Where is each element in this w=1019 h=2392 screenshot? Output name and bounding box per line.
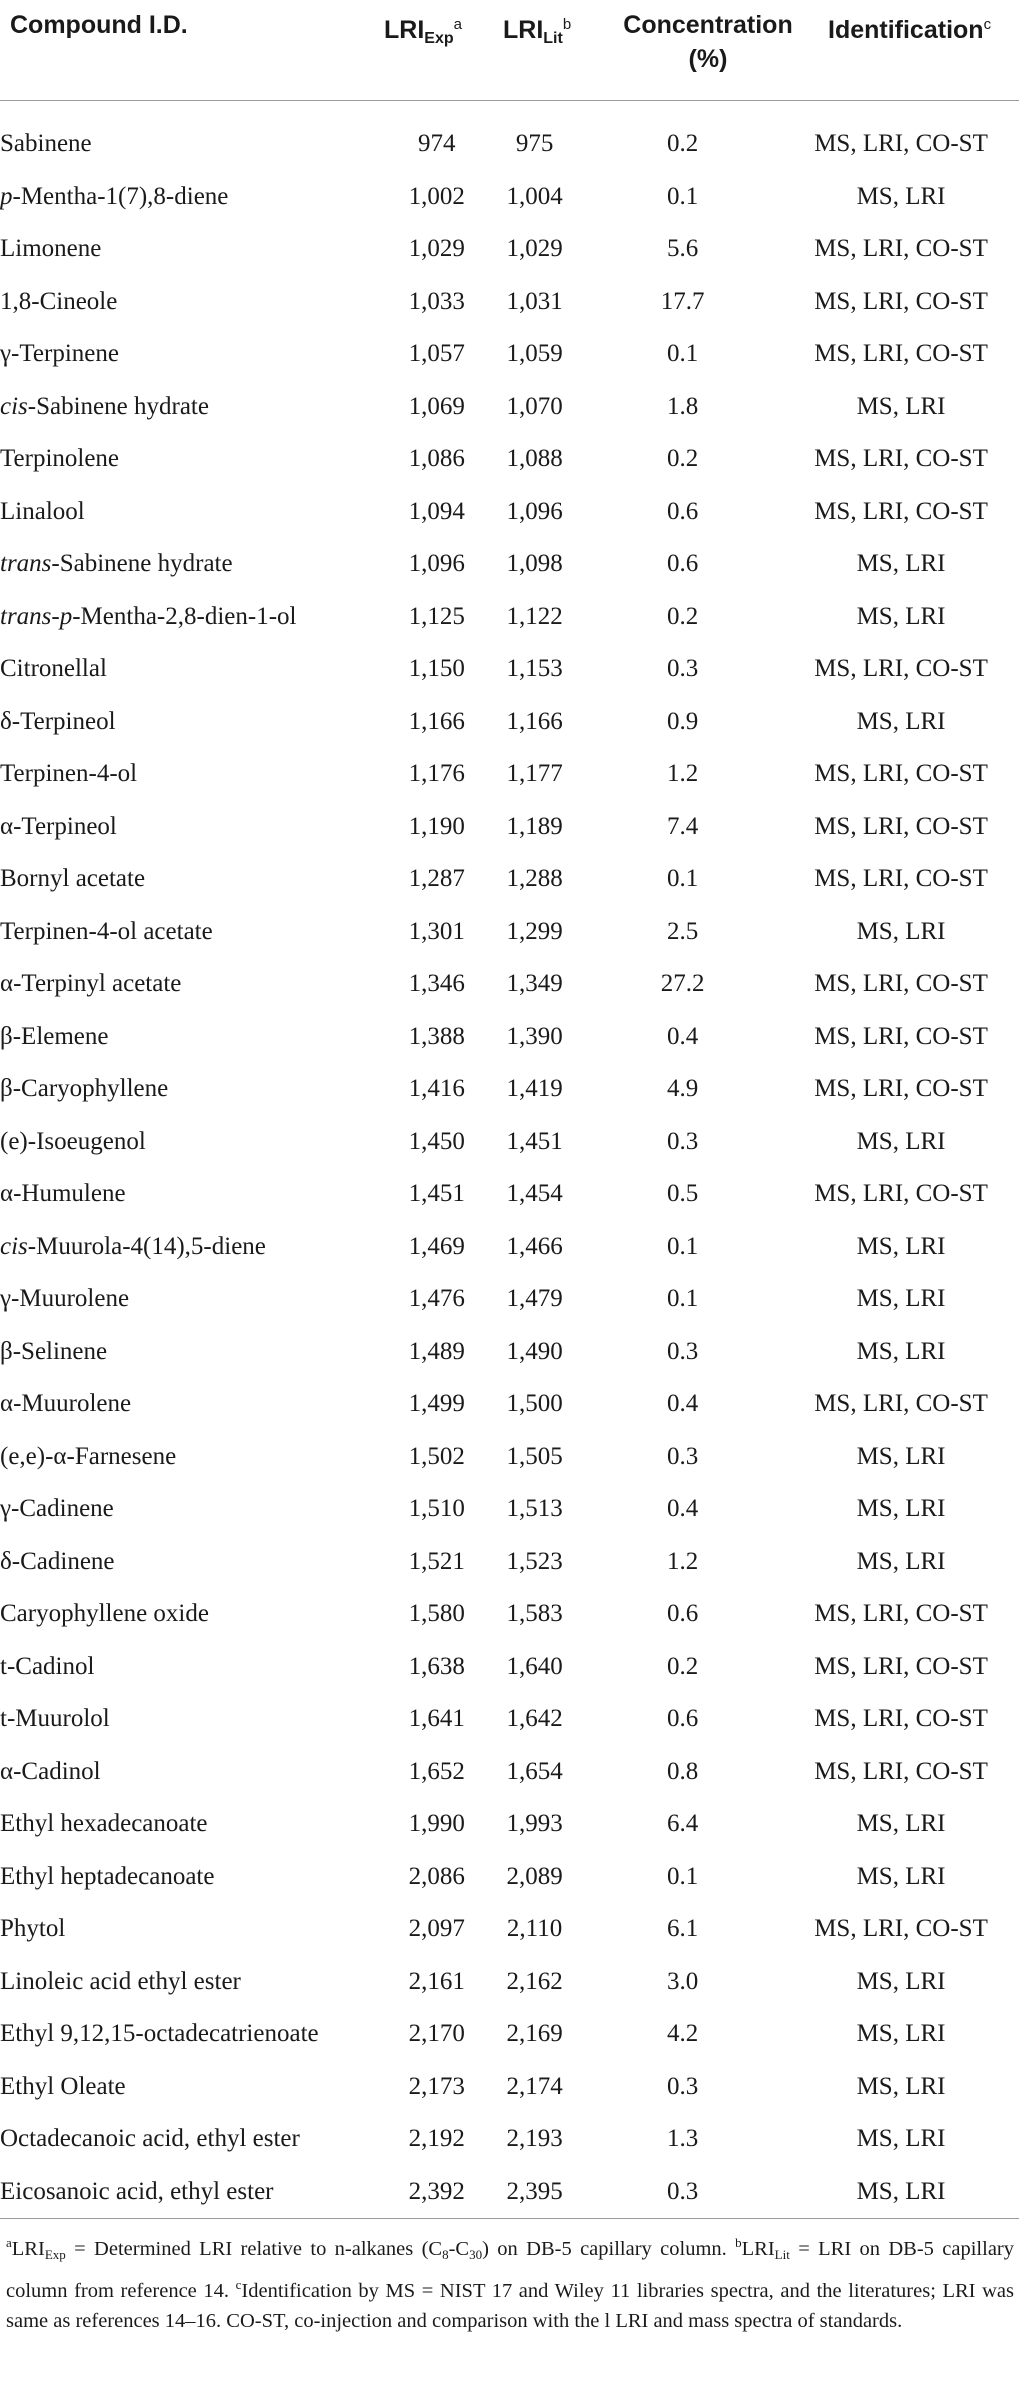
identification-value: MS, LRI, CO-ST: [814, 497, 988, 525]
concentration-value: 0.1: [667, 1285, 699, 1313]
compound-name: Bornyl acetate: [0, 865, 146, 893]
compound-name: β-Elemene: [0, 1022, 109, 1050]
table-row: [0, 958, 1019, 1011]
lri-exp-value: 1,190: [408, 812, 465, 840]
identification-value: MS, LRI, CO-ST: [814, 1022, 988, 1050]
concentration-value: 0.9: [667, 707, 699, 735]
concentration-value: 27.2: [660, 970, 705, 998]
compound-name: Sabinene: [0, 130, 92, 158]
header-compound: Compound I.D.: [10, 11, 188, 39]
lri-lit-value: 1,479: [506, 1285, 563, 1313]
concentration-value: 0.4: [667, 1495, 699, 1523]
identification-value: MS, LRI, CO-ST: [814, 445, 988, 473]
table-row: [0, 1903, 1019, 1956]
table-row: [0, 1851, 1019, 1904]
compound-prefix: cis: [0, 1232, 28, 1260]
concentration-value: 0.3: [667, 1127, 699, 1155]
identification-value: MS, LRI: [856, 1232, 946, 1260]
lri-lit-value: 2,110: [506, 1915, 563, 1943]
compound-name: cis-Muurola-4(14),5-diene: [0, 1232, 266, 1260]
concentration-value: 0.3: [667, 1337, 699, 1365]
lri-lit-value: 1,088: [506, 445, 563, 473]
lri-lit-value: 1,349: [506, 970, 563, 998]
concentration-value: 1.3: [667, 2125, 699, 2153]
lri-exp-value: 1,388: [408, 1022, 465, 1050]
compound-name: trans-Sabinene hydrate: [0, 550, 233, 578]
lri-exp-value: 2,173: [408, 2072, 465, 2100]
concentration-value: 0.1: [667, 1862, 699, 1890]
identification-value: MS, LRI: [856, 1547, 946, 1575]
table-row: [0, 2008, 1019, 2061]
identification-value: MS, LRI: [856, 182, 946, 210]
lri-lit-value: 1,166: [506, 707, 563, 735]
concentration-value: 2.5: [667, 917, 699, 945]
concentration-value: 6.4: [667, 1810, 699, 1838]
concentration-value: 0.6: [667, 550, 699, 578]
compound-name: p-Mentha-1(7),8-diene: [0, 182, 229, 210]
table-row: [0, 1168, 1019, 1221]
table-row: [0, 433, 1019, 486]
table-row: [0, 171, 1019, 224]
footnote-c: $^c$Identification by MS = NIST 17 and Wiley 11 libraries spectra, and the literatures; LRI was same as references 14–16. CO-ST, co-injection and comparison with the l LRI and mass spectra of standards.: [6, 2277, 1014, 2332]
lri-lit-value: 2,395: [506, 2177, 563, 2205]
table-row: [0, 223, 1019, 276]
table-row: [0, 591, 1019, 644]
identification-value: MS, LRI, CO-ST: [814, 1075, 988, 1103]
compound-name: β-Caryophyllene: [0, 1075, 169, 1103]
identification-value: MS, LRI: [856, 707, 946, 735]
lri-exp-value: 1,150: [408, 655, 465, 683]
compound-name: Terpinolene: [0, 445, 120, 473]
lri-exp-value: 1,287: [408, 865, 465, 893]
lri-lit-value: 2,089: [506, 1862, 563, 1890]
lri-exp-value: 1,652: [408, 1757, 465, 1785]
compound-name: (e,e)-α-Farnesene: [0, 1442, 177, 1470]
lri-exp-value: 1,057: [408, 340, 465, 368]
footnote-a: $^aLRI_{Exp}$ = Determined LRI relative to n-alkanes $(C_8-C_{30})$ on DB-5 capillary column.: [6, 2235, 727, 2262]
compound-name: Ethyl 9,12,15-octadecatrienoate: [0, 2020, 319, 2048]
concentration-value: 0.3: [667, 1442, 699, 1470]
concentration-value: 0.1: [667, 1232, 699, 1260]
lri-lit-value: 1,454: [506, 1180, 563, 1208]
table-row: [0, 1221, 1019, 1274]
table-row: [0, 328, 1019, 381]
lri-lit-value: 1,451: [506, 1127, 563, 1155]
lri-lit-value: 1,299: [506, 917, 563, 945]
lri-exp-value: 1,469: [408, 1232, 465, 1260]
identification-value: MS, LRI, CO-ST: [814, 1705, 988, 1733]
lri-lit-value: 1,523: [506, 1547, 563, 1575]
lri-exp-value: 1,489: [408, 1337, 465, 1365]
concentration-value: 4.9: [667, 1075, 699, 1103]
concentration-value: 0.1: [667, 340, 699, 368]
lri-exp-value: 1,580: [408, 1600, 465, 1628]
table-row: [0, 2113, 1019, 2166]
compound-name: α-Terpinyl acetate: [0, 970, 182, 998]
identification-value: MS, LRI, CO-ST: [814, 1652, 988, 1680]
compound-prefix: p: [0, 182, 13, 210]
compound-name: α-Terpineol: [0, 812, 117, 840]
concentration-value: 0.2: [667, 602, 699, 630]
lri-lit-value: 1,466: [506, 1232, 563, 1260]
table-row: [0, 2166, 1019, 2219]
compound-name: γ-Cadinene: [0, 1495, 114, 1523]
compound-name: Eicosanoic acid, ethyl ester: [0, 2177, 274, 2205]
compound-name: Caryophyllene oxide: [0, 1600, 209, 1628]
compound-name: Linoleic acid ethyl ester: [0, 1967, 241, 1995]
identification-value: MS, LRI, CO-ST: [814, 1915, 988, 1943]
identification-value: MS, LRI, CO-ST: [814, 340, 988, 368]
identification-value: MS, LRI: [856, 2177, 946, 2205]
identification-value: MS, LRI, CO-ST: [814, 760, 988, 788]
identification-value: MS, LRI: [856, 392, 946, 420]
identification-value: MS, LRI, CO-ST: [814, 287, 988, 315]
identification-value: MS, LRI, CO-ST: [814, 970, 988, 998]
concentration-value: 1.2: [667, 1547, 699, 1575]
lri-exp-value: 2,086: [408, 1862, 465, 1890]
lri-exp-value: 1,096: [408, 550, 465, 578]
compound-name: α-Cadinol: [0, 1757, 101, 1785]
concentration-value: 0.1: [667, 182, 699, 210]
identification-value: MS, LRI: [856, 1442, 946, 1470]
identification-value: MS, LRI: [856, 2020, 946, 2048]
lri-lit-value: 1,096: [506, 497, 563, 525]
identification-value: MS, LRI, CO-ST: [814, 1757, 988, 1785]
identification-value: MS, LRI: [856, 2125, 946, 2153]
concentration-value: 0.8: [667, 1757, 699, 1785]
concentration-value: 0.1: [667, 865, 699, 893]
lri-exp-value: 1,033: [408, 287, 465, 315]
lri-exp-value: 974: [417, 130, 456, 158]
table-row: [0, 1431, 1019, 1484]
lri-lit-value: 2,174: [506, 2072, 563, 2100]
lri-exp-value: 1,638: [408, 1652, 465, 1680]
compound-name: α-Muurolene: [0, 1390, 132, 1418]
table-row: [0, 1116, 1019, 1169]
concentration-value: 6.1: [667, 1915, 699, 1943]
lri-lit-value: 1,513: [506, 1495, 563, 1523]
header-lri-lit: $LRI_{Lit}^b$: [503, 16, 572, 47]
lri-exp-value: 1,301: [408, 917, 465, 945]
lri-exp-value: 1,069: [408, 392, 465, 420]
footnotes: [6, 2228, 1014, 2336]
lri-exp-value: 1,029: [408, 235, 465, 263]
lri-lit-value: 1,098: [506, 550, 563, 578]
compound-name: Limonene: [0, 235, 102, 263]
lri-lit-value: 2,169: [506, 2020, 563, 2048]
identification-value: MS, LRI: [856, 917, 946, 945]
lri-exp-value: 1,510: [408, 1495, 465, 1523]
table-row: [0, 276, 1019, 329]
identification-value: MS, LRI: [856, 1862, 946, 1890]
concentration-value: 0.3: [667, 2177, 699, 2205]
compound-name: trans-p-Mentha-2,8-dien-1-ol: [0, 602, 297, 630]
identification-value: MS, LRI, CO-ST: [814, 865, 988, 893]
lri-exp-value: 1,476: [408, 1285, 465, 1313]
lri-lit-value: 1,177: [506, 760, 563, 788]
identification-value: MS, LRI, CO-ST: [814, 1180, 988, 1208]
lri-exp-value: 1,450: [408, 1127, 465, 1155]
concentration-value: 17.7: [660, 287, 705, 315]
lri-lit-value: 2,193: [506, 2125, 563, 2153]
compound-name: δ-Cadinene: [0, 1547, 115, 1575]
table-row: [0, 1641, 1019, 1694]
lri-lit-value: 1,004: [506, 182, 563, 210]
header-lri-exp: $LRI_{Exp}^a$: [384, 16, 462, 47]
compound-name: Ethyl Oleate: [0, 2072, 126, 2100]
identification-value: MS, LRI, CO-ST: [814, 655, 988, 683]
compound-prefix: trans: [0, 550, 52, 578]
table-row: [0, 906, 1019, 959]
lri-exp-value: 1,521: [408, 1547, 465, 1575]
table-row: [0, 853, 1019, 906]
table-row: [0, 801, 1019, 854]
identification-value: MS, LRI: [856, 1967, 946, 1995]
lri-exp-value: 1,641: [408, 1705, 465, 1733]
table-row: [0, 1746, 1019, 1799]
table-row: [0, 748, 1019, 801]
table-row: [0, 1326, 1019, 1379]
compound-name: Linalool: [0, 497, 85, 525]
table-row: [0, 538, 1019, 591]
concentration-value: 0.2: [667, 1652, 699, 1680]
lri-exp-value: 2,192: [408, 2125, 465, 2153]
identification-value: MS, LRI: [856, 1127, 946, 1155]
footnote-b: $^bLRI_{Lit}$ = LRI on DB-5 capillary column from reference 14.: [6, 2235, 1014, 2302]
compound-name: Citronellal: [0, 655, 107, 683]
concentration-value: 0.6: [667, 497, 699, 525]
lri-lit-value: 1,122: [506, 602, 563, 630]
lri-exp-value: 1,502: [408, 1442, 465, 1470]
table-row: [0, 1483, 1019, 1536]
compound-prefix: cis: [0, 392, 28, 420]
lri-lit-value: 1,031: [506, 287, 563, 315]
lri-lit-value: 1,390: [506, 1022, 563, 1050]
lri-lit-value: 1,993: [506, 1810, 563, 1838]
lri-lit-value: 1,059: [506, 340, 563, 368]
lri-exp-value: 2,161: [408, 1967, 465, 1995]
lri-exp-value: 1,499: [408, 1390, 465, 1418]
identification-value: MS, LRI: [856, 1810, 946, 1838]
compound-name: t-Cadinol: [0, 1652, 95, 1680]
concentration-value: 0.2: [667, 445, 699, 473]
table-row: [0, 2061, 1019, 2114]
header-concentration: Concentration (%): [623, 11, 793, 73]
lri-exp-value: 1,990: [408, 1810, 465, 1838]
concentration-value: 1.2: [667, 760, 699, 788]
identification-value: MS, LRI: [856, 1337, 946, 1365]
concentration-value: 4.2: [667, 2020, 699, 2048]
identification-value: MS, LRI: [856, 602, 946, 630]
lri-exp-value: 1,166: [408, 707, 465, 735]
concentration-value: 0.6: [667, 1705, 699, 1733]
table-row: [0, 486, 1019, 539]
lri-lit-value: 1,642: [506, 1705, 563, 1733]
identification-value: MS, LRI: [856, 1285, 946, 1313]
identification-value: MS, LRI: [856, 2072, 946, 2100]
table-row: [0, 1063, 1019, 1116]
table-row: [0, 643, 1019, 696]
header-divider: [0, 100, 1019, 101]
concentration-value: 0.2: [667, 130, 699, 158]
identification-value: MS, LRI: [856, 550, 946, 578]
lri-exp-value: 1,176: [408, 760, 465, 788]
lri-lit-value: 1,500: [506, 1390, 563, 1418]
compound-table: [0, 118, 1019, 2218]
identification-value: MS, LRI, CO-ST: [814, 130, 988, 158]
compound-name: Terpinen-4-ol acetate: [0, 917, 213, 945]
table-row: [0, 1536, 1019, 1589]
lri-lit-value: 1,153: [506, 655, 563, 683]
compound-name: Phytol: [0, 1915, 66, 1943]
concentration-value: 0.6: [667, 1600, 699, 1628]
lri-lit-value: 1,640: [506, 1652, 563, 1680]
compound-prefix: trans-p: [0, 602, 73, 630]
concentration-value: 0.4: [667, 1390, 699, 1418]
identification-value: MS, LRI: [856, 1495, 946, 1523]
header-identification: Identification$^c$: [828, 16, 992, 44]
lri-exp-value: 1,416: [408, 1075, 465, 1103]
concentration-value: 0.3: [667, 655, 699, 683]
lri-exp-value: 2,170: [408, 2020, 465, 2048]
lri-lit-value: 1,419: [506, 1075, 563, 1103]
identification-value: MS, LRI, CO-ST: [814, 812, 988, 840]
compound-name: γ-Terpinene: [0, 340, 119, 368]
concentration-value: 0.4: [667, 1022, 699, 1050]
lri-exp-value: 1,346: [408, 970, 465, 998]
lri-exp-value: 1,125: [408, 602, 465, 630]
lri-lit-value: 1,583: [506, 1600, 563, 1628]
table-row: [0, 118, 1019, 171]
lri-lit-value: 2,162: [506, 1967, 563, 1995]
compound-name: (e)-Isoeugenol: [0, 1127, 146, 1155]
lri-lit-value: 1,490: [506, 1337, 563, 1365]
compound-name: Terpinen-4-ol: [0, 760, 138, 788]
table-row: [0, 1588, 1019, 1641]
compound-name: δ-Terpineol: [0, 707, 116, 735]
concentration-value: 3.0: [667, 1967, 699, 1995]
lri-lit-value: 1,029: [506, 235, 563, 263]
lri-lit-value: 975: [515, 130, 554, 158]
table-row: [0, 1011, 1019, 1064]
table-row: [0, 1378, 1019, 1431]
lri-lit-value: 1,288: [506, 865, 563, 893]
concentration-value: 7.4: [667, 812, 699, 840]
compound-name: β-Selinene: [0, 1337, 108, 1365]
table-row: [0, 381, 1019, 434]
concentration-value: 0.3: [667, 2072, 699, 2100]
lri-exp-value: 1,086: [408, 445, 465, 473]
lri-exp-value: 1,094: [408, 497, 465, 525]
compound-name: Octadecanoic acid, ethyl ester: [0, 2125, 300, 2153]
lri-lit-value: 1,654: [506, 1757, 563, 1785]
lri-exp-value: 2,097: [408, 1915, 465, 1943]
table-row: [0, 1693, 1019, 1746]
lri-exp-value: 2,392: [408, 2177, 465, 2205]
lri-exp-value: 1,002: [408, 182, 465, 210]
table-row: [0, 696, 1019, 749]
concentration-value: 1.8: [667, 392, 699, 420]
concentration-value: 0.5: [667, 1180, 699, 1208]
table-row: [0, 1798, 1019, 1851]
table-row: [0, 1956, 1019, 2009]
table-row: [0, 1273, 1019, 1326]
concentration-value: 5.6: [667, 235, 699, 263]
identification-value: MS, LRI, CO-ST: [814, 1390, 988, 1418]
compound-name: Ethyl hexadecanoate: [0, 1810, 208, 1838]
table-header: [0, 0, 1019, 100]
compound-name: cis-Sabinene hydrate: [0, 392, 209, 420]
identification-value: MS, LRI, CO-ST: [814, 235, 988, 263]
table-bottom-rule: [0, 2218, 1019, 2219]
compound-name: 1,8-Cineole: [0, 287, 118, 315]
identification-value: MS, LRI, CO-ST: [814, 1600, 988, 1628]
lri-exp-value: 1,451: [408, 1180, 465, 1208]
compound-name: t-Muurolol: [0, 1705, 110, 1733]
compound-name: α-Humulene: [0, 1180, 126, 1208]
lri-lit-value: 1,505: [506, 1442, 563, 1470]
compound-name: γ-Muurolene: [0, 1285, 130, 1313]
lri-lit-value: 1,070: [506, 392, 563, 420]
lri-lit-value: 1,189: [506, 812, 563, 840]
compound-name: Ethyl heptadecanoate: [0, 1862, 215, 1890]
